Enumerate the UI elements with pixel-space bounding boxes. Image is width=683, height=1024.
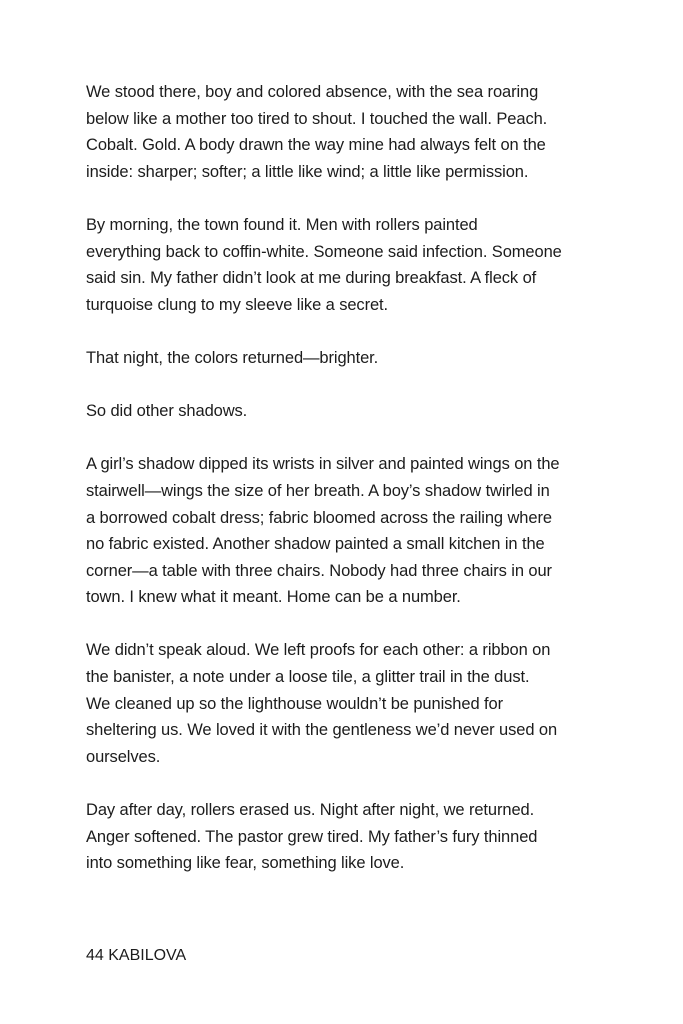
paragraph: We stood there, boy and colored absence, with the sea roaring below like a mother too tired to shout. I touched the wall. Peach. Cobalt. Gold. A body drawn the way mine had always felt on the inside: sharper; softer; a little like wind; a little like permission.: [86, 83, 548, 181]
paragraph: So did other shadows.: [86, 402, 248, 421]
paragraph: By morning, the town found it. Men with rollers painted everything back to coffin-white. Someone said infection. Someone said sin. My father didn’t look at me during breakfast. A fleck of turquoise clung to my sleeve like a secret.: [86, 215, 562, 314]
page-footer: 44 KABILOVA: [86, 947, 187, 964]
paragraph: A girl’s shadow dipped its wrists in silver and painted wings on the stairwell—wings the size of her breath. A boy’s shadow twirled in a borrowed cobalt dress; fabric bloomed across the railing where no fabric existed. Another shadow painted a small kitchen in the corner—a table with three chairs. Nobody had three chairs in our town. I knew what it meant. Home can be a number.: [86, 455, 560, 607]
paragraph: Day after day, rollers erased us. Night after night, we returned. Anger softened. The pastor grew tired. My father’s fury thinned into something like fear, something like love.: [86, 801, 538, 873]
body-text: [86, 79, 606, 903]
paragraph: We didn’t speak aloud. We left proofs for each other: a ribbon on the banister, a note under a loose tile, a glitter trail in the dust. We cleaned up so the lighthouse wouldn’t be punished for sheltering us. We loved it with the gentleness we’d never used on ourselves.: [86, 641, 558, 766]
paragraph: That night, the colors returned—brighter.: [86, 348, 379, 367]
